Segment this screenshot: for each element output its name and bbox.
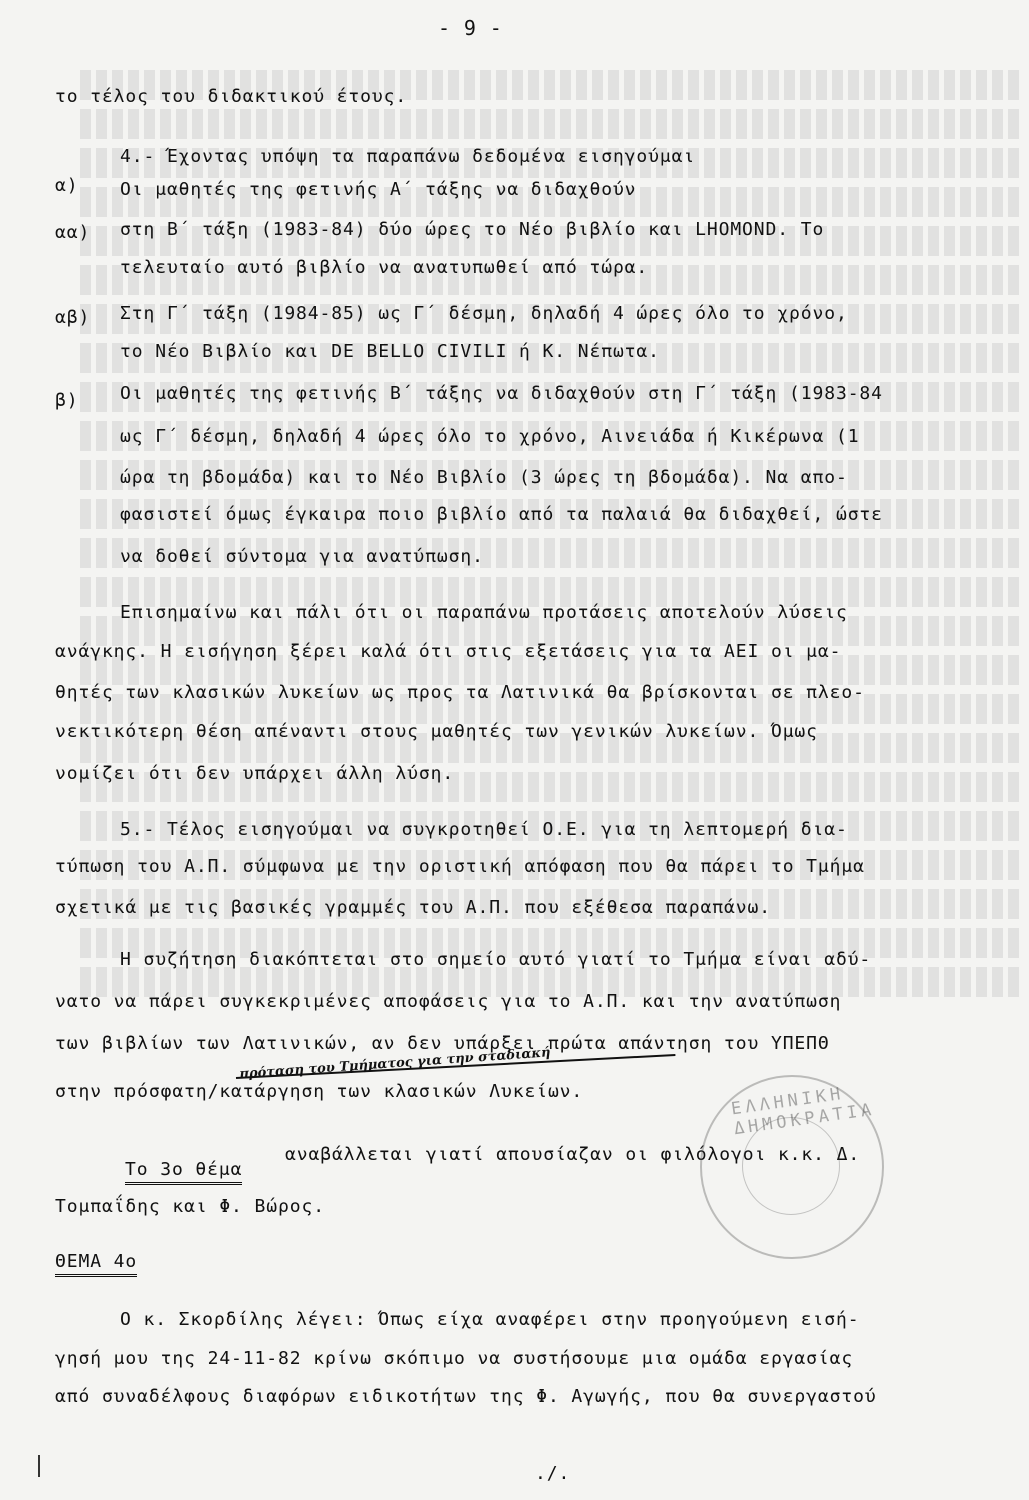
text-line-28: γησή μου της 24-11-82 κρίνω σκόπιμο να συστήσουμε μια ομάδα εργασίας [55, 1348, 854, 1369]
text-line-24: στην πρόσφατη/κατάργηση των κλασικών Λυκείων. [55, 1081, 584, 1102]
text-line-15: θητές των κλασικών λυκείων ως προς τα Λατινικά θα βρίσκονται σε πλεο- [55, 682, 865, 703]
item-label-a: α) [55, 175, 79, 196]
stamp-text: ΕΛΛΗΝΙΚΗ ΔΗΜΟΚΡΑΤΙΑ [729, 1083, 877, 1140]
text-line-26: Τομπαΐδης και Φ. Βώρος. [55, 1196, 325, 1217]
official-stamp [700, 1075, 884, 1259]
margin-mark [38, 1455, 40, 1477]
footer-continuation-mark: ./. [535, 1463, 571, 1484]
text-line-2: 4.- Έχοντας υπόψη τα παραπάνω δεδομένα εισηγούμαι [120, 146, 696, 167]
item-label-aa: αα) [55, 222, 91, 243]
page-number: - 9 - [438, 16, 503, 40]
text-line-3: Οι μαθητές της φετινής Α΄ τάξης να διδαχθούν [120, 179, 637, 200]
text-line-8: Οι μαθητές της φετινής Β΄ τάξης να διδαχθούν στη Γ΄ τάξη (1983-84 [120, 383, 883, 404]
text-line-16: νεκτικότερη θέση απέναντι στους μαθητές των γενικών λυκείων. Όμως [55, 721, 818, 742]
theme-3-label: Το 3ο θέμα [125, 1158, 242, 1185]
text-line-6: Στη Γ΄ τάξη (1984-85) ως Γ΄ δέσμη, δηλαδή 4 ώρες όλο το χρόνο, [120, 303, 848, 324]
text-line-25: αναβάλλεται γιατί απουσίαζαν οι φιλόλογοι κ.κ. Δ. [285, 1144, 861, 1165]
text-line-9: ως Γ΄ δέσμη, δηλαδή 4 ώρες όλο το χρόνο, Αινειάδα ή Κικέρωνα (1 [120, 426, 860, 447]
text-line-21: Η συζήτηση διακόπτεται στο σημείο αυτό γιατί το Τμήμα είναι αδύ- [120, 949, 872, 970]
text-line-22: νατο να πάρει συγκεκριμένες αποφάσεις για το Α.Π. και την ανατύπωση [55, 991, 842, 1012]
text-line-19: τύπωση του Α.Π. σύμφωνα με την οριστική απόφαση που θα πάρει το Τμήμα [55, 856, 865, 877]
text-line-23: των βιβλίων των Λατινικών, αν δεν υπάρξει πρώτα απάντηση του ΥΠΕΠΘ [55, 1033, 830, 1054]
theme-4-heading: ΘΕΜΑ 4ο [55, 1250, 137, 1277]
item-label-b: β) [55, 390, 79, 411]
text-line-29: από συναδέλφους διαφόρων ειδικοτήτων της Φ. Αγωγής, που θα συνεργαστού [55, 1386, 877, 1407]
text-line-27: Ο κ. Σκορδίλης λέγει: Όπως είχα αναφέρει στην προηγούμενη εισή- [120, 1309, 860, 1330]
text-line-13: Επισημαίνω και πάλι ότι οι παραπάνω προτάσεις αποτελούν λύσεις [120, 602, 848, 623]
text-line-7: το Νέο Βιβλίο και DE BELLO CIVILI ή Κ. Νέπωτα. [120, 341, 660, 362]
text-line-11: φασιστεί όμως έγκαιρα ποιο βιβλίο από τα παλαιά θα διδαχθεί, ώστε [120, 504, 883, 525]
text-line-5: τελευταίο αυτό βιβλίο να ανατυπωθεί από τώρα. [120, 257, 649, 278]
handwritten-insertion: πρόταση του Τμήματος για την σταδιακή [238, 1045, 552, 1082]
text-line-14: ανάγκης. Η εισήγηση ξέρει καλά ότι στις εξετάσεις για τα ΑΕΙ οι μα- [55, 641, 842, 662]
text-line-10: ώρα τη βδομάδα) και το Νέο Βιβλίο (3 ώρες τη βδομάδα). Να απο- [120, 467, 848, 488]
text-line-17: νομίζει ότι δεν υπάρχει άλλη λύση. [55, 763, 455, 784]
text-line-12: να δοθεί σύντομα για ανατύπωση. [120, 546, 484, 567]
text-line-4: στη Β΄ τάξη (1983-84) δύο ώρες το Νέο βιβλίο και LHOMOND. Το [120, 219, 825, 240]
text-line-1: το τέλος του διδακτικού έτους. [55, 86, 408, 107]
text-line-20: σχετικά με τις βασικές γραμμές του Α.Π. που εξέθεσα παραπάνω. [55, 897, 771, 918]
text-line-18: 5.- Τέλος εισηγούμαι να συγκροτηθεί Ο.Ε. για τη λεπτομερή δια- [120, 819, 848, 840]
item-label-ab: αβ) [55, 307, 91, 328]
